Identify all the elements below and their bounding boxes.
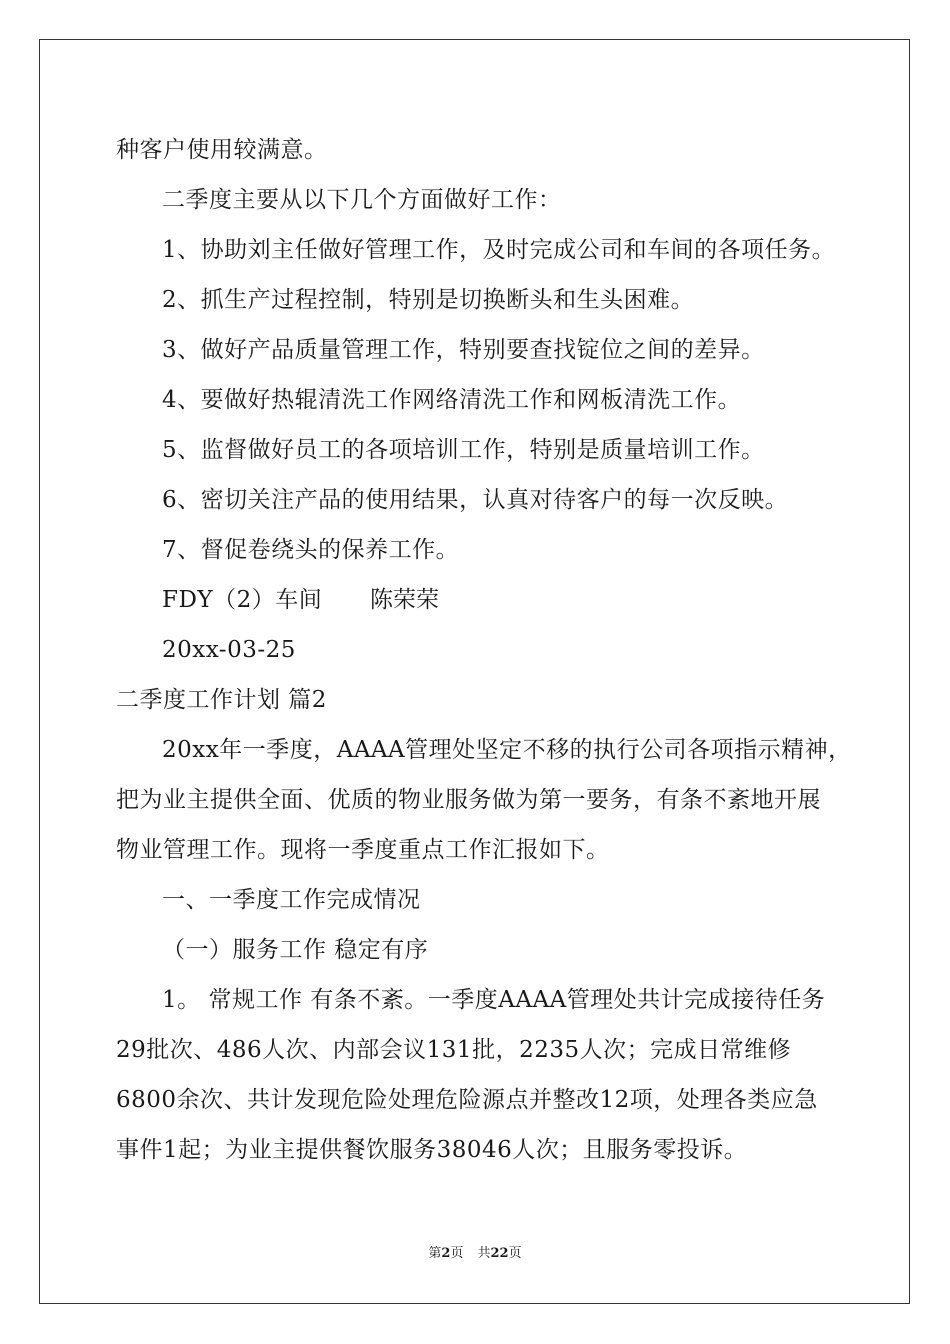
list-item: 6、密切关注产品的使用结果，认真对待客户的每一次反映。 xyxy=(162,487,789,513)
subheading: 一、一季度工作完成情况 xyxy=(162,887,421,913)
paragraph-line: 1。 常规工作 有条不紊。一季度AAAA管理处共计完成接待任务 xyxy=(162,987,826,1013)
list-item: 1、协助刘主任做好管理工作，及时完成公司和车间的各项任务。 xyxy=(162,237,836,263)
page-prefix: 第 xyxy=(428,1246,442,1261)
list-item: 3、做好产品质量管理工作，特别要查找锭位之间的差异。 xyxy=(162,337,765,363)
paragraph-line: 29批次、486人次、内部会议131批，2235人次；完成日常维修 xyxy=(116,1037,792,1063)
paragraph-line: 二季度主要从以下几个方面做好工作： xyxy=(162,187,562,213)
subheading: （一）服务工作 稳定有序 xyxy=(162,937,429,963)
signature-name: 陈荣荣 xyxy=(370,587,439,613)
list-item: 7、督促卷绕头的保养工作。 xyxy=(162,537,460,563)
total-suffix: 页 xyxy=(508,1246,522,1261)
list-item: 5、监督做好员工的各项培训工作，特别是质量培训工作。 xyxy=(162,437,765,463)
page-footer xyxy=(0,1246,950,1262)
signature-date: 20xx-03-25 xyxy=(162,637,296,663)
paragraph-line: 把为业主提供全面、优质的物业服务做为第一要务，有条不紊地开展 xyxy=(116,787,821,813)
paragraph-line: 种客户使用较满意。 xyxy=(116,137,328,163)
page-current: 2 xyxy=(441,1246,451,1261)
paragraph-line: 6800余次、共计发现危险处理危险源点并整改12项，处理各类应急 xyxy=(116,1087,818,1113)
paragraph-line: 物业管理工作。现将一季度重点工作汇报如下。 xyxy=(116,837,610,863)
paragraph-line: 事件1起；为业主提供餐饮服务38046人次；且服务零投诉。 xyxy=(116,1137,748,1163)
signature-department: FDY（2）车间 xyxy=(162,587,323,613)
list-item: 2、抓生产过程控制，特别是切换断头和生头困难。 xyxy=(162,287,695,313)
section-heading: 二季度工作计划 篇2 xyxy=(116,687,327,713)
page-suffix: 页 xyxy=(450,1246,464,1261)
paragraph-line: 20xx年一季度，AAAA管理处坚定不移的执行公司各项指示精神， xyxy=(162,737,852,763)
page-total: 22 xyxy=(490,1246,509,1261)
total-prefix: 共 xyxy=(477,1246,491,1261)
list-item: 4、要做好热辊清洗工作网络清洗工作和网板清洗工作。 xyxy=(162,387,742,413)
